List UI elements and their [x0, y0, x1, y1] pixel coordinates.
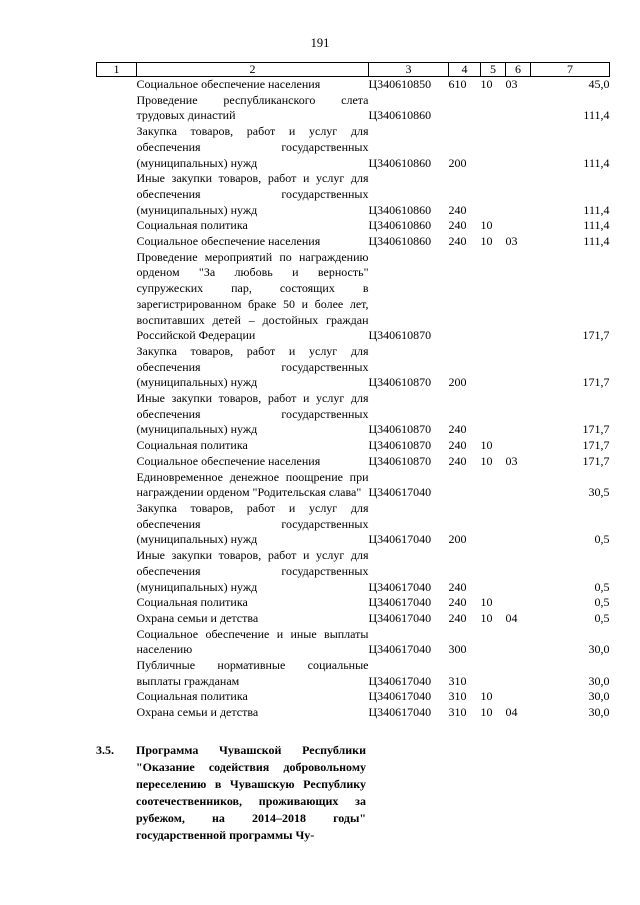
row-col5-cell: 10	[480, 705, 493, 720]
row-number-cell	[97, 77, 137, 93]
row-col4-cell: 240	[448, 218, 467, 233]
row-col4-cell	[449, 470, 481, 501]
row-name-cell: Проведение республиканского слета трудовых династий	[136, 92, 369, 123]
row-value-cell: 0,5	[594, 595, 610, 610]
table-header-row	[97, 63, 610, 77]
row-col5-cell	[481, 548, 506, 595]
row-value-cell: 30,0	[588, 705, 610, 720]
table-row	[97, 391, 610, 438]
row-number-cell	[97, 438, 137, 454]
row-col4-cell: 200	[448, 532, 467, 547]
row-col4-cell: 240	[448, 422, 467, 437]
row-value-cell: 111,4	[583, 108, 610, 123]
row-col6-cell: 04	[505, 705, 518, 720]
table-row	[97, 93, 610, 124]
column-header-1: 1	[97, 63, 137, 77]
row-col4-cell: 240	[448, 579, 467, 594]
row-value-cell: 111,4	[583, 155, 610, 170]
table-row	[97, 611, 610, 627]
column-header-2: 2	[137, 63, 369, 77]
row-code-cell: Ц340617040	[368, 532, 432, 547]
row-value-cell: 111,4	[583, 218, 610, 233]
row-value-cell: 0,5	[594, 610, 610, 625]
table-row	[97, 454, 610, 470]
row-value-cell: 171,7	[582, 375, 610, 390]
row-code-cell: Ц340610870	[368, 422, 432, 437]
row-code-cell: Ц340617040	[368, 485, 432, 500]
row-number-cell	[97, 689, 137, 705]
row-col4-cell: 240	[448, 595, 467, 610]
row-value-cell: 30,0	[588, 642, 610, 657]
row-number-cell	[97, 171, 137, 218]
budget-table	[96, 62, 610, 721]
row-name-cell: Социальное обеспечение и иные выплаты населению	[136, 626, 369, 657]
row-col4-cell	[449, 93, 481, 124]
row-value-cell: 171,7	[582, 438, 610, 453]
row-name-cell: Закупка товаров, работ и услуг для обеспечения государственных (муниципальных) нужд	[136, 124, 369, 170]
row-col4-cell: 240	[448, 438, 467, 453]
row-col5-cell	[481, 344, 506, 391]
row-col5-cell: 10	[480, 453, 493, 468]
row-number-cell	[97, 344, 137, 391]
row-col6-cell	[506, 658, 531, 689]
row-value-cell: 171,7	[582, 328, 610, 343]
row-name-cell: Публичные нормативные социальные выплаты гражданам	[136, 658, 369, 688]
page-number: 191	[310, 36, 330, 50]
row-number-cell	[97, 93, 137, 124]
row-col5-cell	[481, 501, 506, 548]
row-col4-cell: 300	[448, 642, 467, 657]
row-code-cell: Ц340610870	[368, 438, 432, 453]
table-row	[97, 171, 610, 218]
row-col6-cell: 03	[505, 453, 518, 468]
row-value-cell: 30,0	[588, 689, 610, 704]
row-name-cell: Социальная политика	[136, 438, 248, 453]
table-row	[97, 218, 610, 234]
row-col6-cell	[506, 171, 531, 218]
row-code-cell: Ц340610860	[368, 202, 432, 217]
row-col6-cell	[506, 250, 531, 344]
row-name-cell: Единовременное денежное поощрение при награждении орденом "Родительская слава"	[136, 469, 369, 500]
table-row	[97, 234, 610, 250]
table-row	[97, 438, 610, 454]
row-name-cell: Закупка товаров, работ и услуг для обеспечения государственных (муниципальных) нужд	[136, 343, 369, 390]
row-name-cell: Закупка товаров, работ и услуг для обеспечения государственных (муниципальных) нужд	[136, 500, 369, 547]
row-name-cell: Охрана семьи и детства	[136, 705, 259, 720]
row-col5-cell: 10	[480, 218, 493, 233]
table-row	[97, 124, 610, 171]
row-col5-cell: 10	[480, 438, 493, 453]
row-number-cell	[97, 234, 137, 250]
row-col5-cell	[481, 171, 506, 218]
row-code-cell: Ц340610850	[368, 77, 432, 91]
row-code-cell: Ц340617040	[368, 673, 432, 688]
row-value-cell: 30,5	[588, 485, 610, 500]
row-name-cell: Социальная политика	[136, 218, 248, 233]
row-number-cell	[97, 658, 137, 689]
row-value-cell: 111,4	[583, 234, 610, 249]
row-value-cell: 111,4	[583, 202, 610, 217]
table-row	[97, 77, 610, 93]
row-col6-cell	[506, 391, 531, 438]
row-code-cell: Ц340610870	[368, 328, 432, 343]
column-header-6: 6	[506, 63, 531, 77]
row-name-cell: Социальное обеспечение населения	[136, 77, 321, 91]
row-number-cell	[97, 627, 137, 658]
section-number: 3.5.	[96, 743, 114, 757]
row-col5-cell	[481, 124, 506, 171]
column-header-3: 3	[369, 63, 449, 77]
row-col5-cell: 10	[480, 595, 493, 610]
row-col4-cell: 610	[448, 77, 467, 91]
section-title: Программа Чувашской Республики "Оказание содействия добровольному переселению в Чувашскую Республику соотечественников, проживающих за рубежом, на 2014–2018 годы" государственной программы Чу-	[136, 743, 366, 842]
table-body	[97, 77, 610, 721]
row-code-cell: Ц340617040	[368, 642, 432, 657]
row-number-cell	[97, 611, 137, 627]
row-code-cell: Ц340617040	[368, 610, 432, 625]
row-name-cell: Иные закупки товаров, работ и услуг для обеспечения государственных (муниципальных) нужд	[136, 391, 369, 437]
column-header-7: 7	[531, 63, 610, 77]
row-col6-cell	[506, 93, 531, 124]
row-col5-cell	[481, 250, 506, 344]
row-col5-cell	[481, 627, 506, 658]
table-row	[97, 250, 610, 344]
row-col6-cell	[506, 548, 531, 595]
row-value-cell: 30,0	[588, 673, 610, 688]
row-col4-cell: 240	[448, 453, 467, 468]
row-code-cell: Ц340617040	[368, 579, 432, 594]
row-col6-cell	[506, 689, 531, 705]
row-code-cell: Ц340617040	[368, 595, 432, 610]
row-col6-cell	[506, 627, 531, 658]
row-number-cell	[97, 705, 137, 721]
row-number-cell	[97, 595, 137, 611]
row-code-cell: Ц340610870	[368, 375, 432, 390]
row-col6-cell: 03	[505, 234, 518, 249]
column-header-5: 5	[481, 63, 506, 77]
row-number-cell	[97, 548, 137, 595]
row-number-cell	[97, 470, 137, 501]
row-col6-cell: 04	[505, 610, 518, 625]
row-col6-cell	[506, 595, 531, 611]
row-col4-cell: 240	[448, 202, 467, 217]
row-col5-cell: 10	[480, 77, 493, 91]
row-number-cell	[97, 391, 137, 438]
row-number-cell	[97, 454, 137, 470]
row-col5-cell	[481, 93, 506, 124]
table-row	[97, 658, 610, 689]
row-col4-cell: 240	[448, 234, 467, 249]
row-name-cell: Социальная политика	[136, 595, 248, 610]
row-col6-cell	[506, 344, 531, 391]
row-name-cell: Иные закупки товаров, работ и услуг для обеспечения государственных (муниципальных) нужд	[136, 171, 369, 217]
row-number-cell	[97, 124, 137, 171]
row-value-cell: 45,0	[588, 77, 610, 91]
row-number-cell	[97, 218, 137, 234]
table-row	[97, 344, 610, 391]
table-row	[97, 595, 610, 611]
table-row	[97, 689, 610, 705]
row-value-cell: 171,7	[582, 422, 610, 437]
row-col4-cell: 200	[448, 375, 467, 390]
row-col4-cell: 240	[448, 610, 467, 625]
table-row	[97, 548, 610, 595]
row-code-cell: Ц340610860	[368, 234, 432, 249]
row-code-cell: Ц340617040	[368, 705, 432, 720]
row-name-cell: Социальное обеспечение населения	[136, 234, 321, 249]
row-col6-cell: 03	[505, 77, 518, 91]
row-code-cell: Ц340610860	[368, 155, 432, 170]
row-col5-cell	[481, 658, 506, 689]
table-row	[97, 501, 610, 548]
row-col4-cell: 310	[448, 705, 467, 720]
column-header-4: 4	[449, 63, 481, 77]
row-col6-cell	[506, 470, 531, 501]
row-value-cell: 0,5	[594, 579, 610, 594]
row-col5-cell: 10	[480, 234, 493, 249]
row-code-cell: Ц340617040	[368, 689, 432, 704]
row-col5-cell: 10	[480, 689, 493, 704]
row-col5-cell	[481, 391, 506, 438]
row-col5-cell	[481, 470, 506, 501]
row-col4-cell: 310	[448, 689, 467, 704]
row-number-cell	[97, 501, 137, 548]
row-col5-cell: 10	[480, 610, 493, 625]
row-name-cell: Социальная политика	[136, 689, 248, 704]
row-name-cell: Социальное обеспечение населения	[136, 453, 321, 468]
table-row	[97, 470, 610, 501]
row-code-cell: Ц340610860	[368, 218, 432, 233]
row-value-cell: 0,5	[594, 532, 610, 547]
row-name-cell: Охрана семьи и детства	[136, 610, 259, 625]
row-code-cell: Ц340610860	[368, 108, 432, 123]
row-col6-cell	[506, 438, 531, 454]
table-row	[97, 705, 610, 721]
row-number-cell	[97, 250, 137, 344]
row-name-cell: Проведение мероприятий по награждению орденом "За любовь и верность" супружеских пар, состоящих в зарегистрированном браке 50 и более лет, воспитавших детей – достойных граждан Российской Федерации	[136, 249, 369, 343]
row-code-cell: Ц340610870	[368, 453, 432, 468]
table-row	[97, 627, 610, 658]
row-name-cell: Иные закупки товаров, работ и услуг для обеспечения государственных (муниципальных) нужд	[136, 548, 369, 594]
row-value-cell: 171,7	[582, 453, 610, 468]
row-col6-cell	[506, 218, 531, 234]
row-col6-cell	[506, 501, 531, 548]
row-col4-cell: 310	[448, 673, 467, 688]
row-col4-cell: 200	[448, 155, 467, 170]
row-col4-cell	[449, 250, 481, 344]
row-col6-cell	[506, 124, 531, 171]
